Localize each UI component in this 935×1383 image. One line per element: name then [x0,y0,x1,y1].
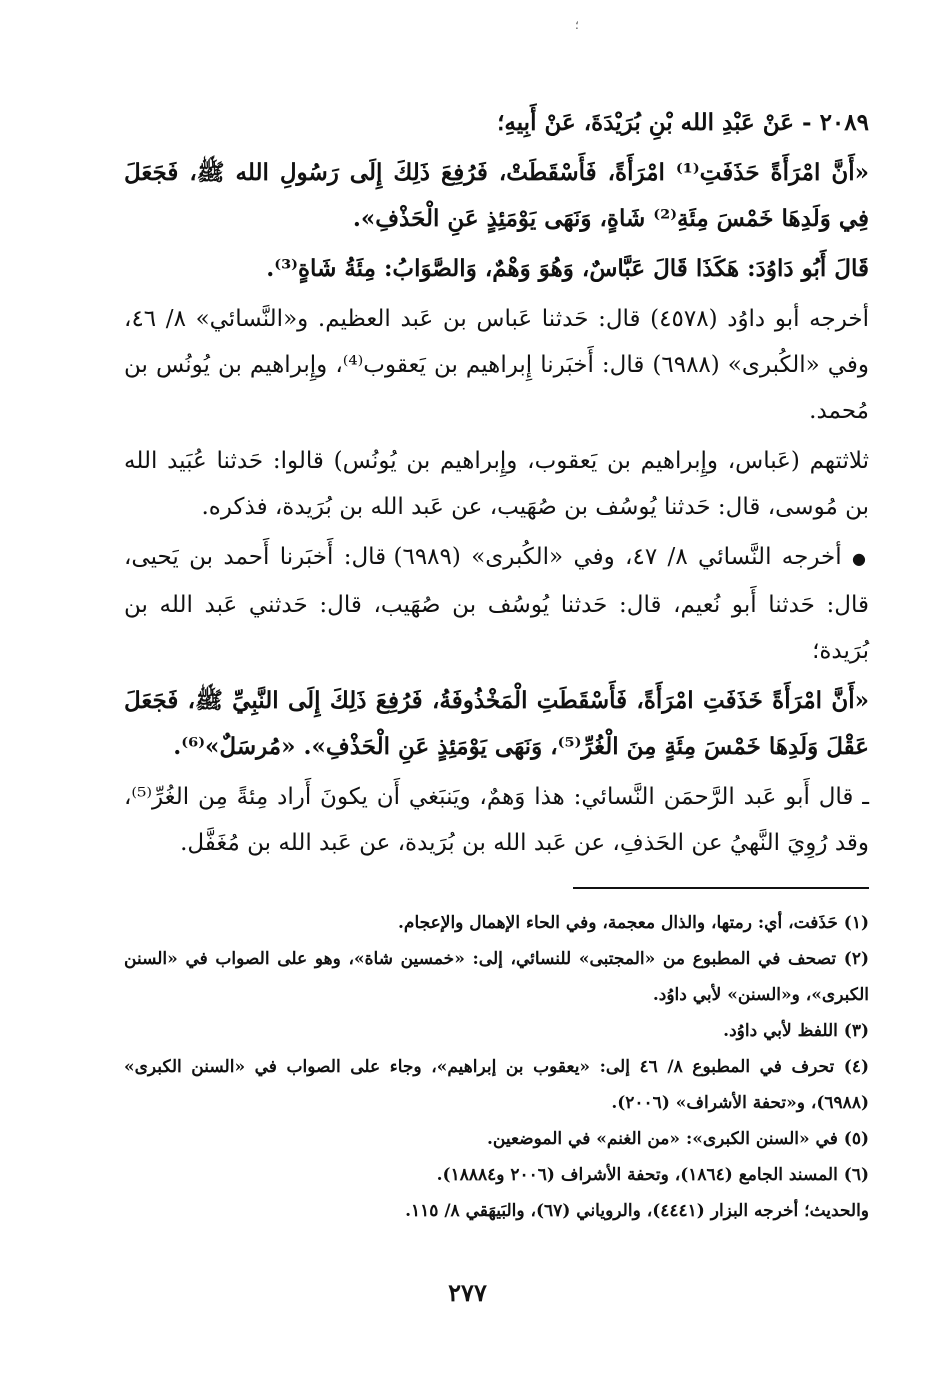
footnotes [124,905,869,1229]
footnote-6: (٦) المسند الجامع (١٨٦٤)، وتحفة الأشراف (٢٠٠٦ و١٨٨٨٤). [436,1165,869,1185]
footnote-1: (١) حَذَفت، أي: رمتها، والذال معجمة، وفي الحاء الإهمال والإعجام. [398,913,869,933]
bullet-icon: ● [852,549,870,568]
footnote-3: (٣) اللفظ لأبي داوُد. [723,1021,869,1041]
takhrij-paragraph: أخرجه أبو داوُد (٤٥٧٨) قال: حَدثنا عَباس بن عَبد العظيم. و«النَّسائي» ٨/ ٤٦، وفي «الكُبرى» (٦٩٨٨) قال: أَخبَرنا إِبراهيم بن يَعقوب⁽⁴⁾، وإِبراهيم بن يُونُس بن مُحمد. [124,306,869,424]
second-intro: أخرجه النَّسائي ٨/ ٤٧، وفي «الكُبرى» (٦٩٨٩) قال: أَخبَرنا أَحمد بن يَحيى، قال: حَدثنا أَبو نُعيم، قال: حَدثنا يُوسُف بن صُهَيب، قال: حَدثني عَبد الله بن بُرَيدة؛ [124,544,869,664]
abu-dawud-comment: قَالَ أَبُو دَاوُدَ: هَكَذَا قَالَ عَبَّاسٌ، وَهُوَ وَهْمٌ، وَالصَّوَابُ: مِئَةُ شَاةٍ⁽³⁾. [266,255,869,282]
top-mark: ؛ [575,18,579,32]
footnote-4: (٤) تحرف في المطبوع ٨/ ٤٦ إلى: «يعقوب بن إبراهيم»، وجاء على الصواب في «السنن الكبرى» (٦٩٨٨)، و«تحفة الأشراف» (٢٠٠٦). [124,1057,869,1113]
hadith-matn: «أَنَّ امْرَأَةً حَذَفَتِ⁽¹⁾ امْرَأَةً، فَأَسْقَطَتْ، فَرُفِعَ ذَلِكَ إِلَى رَسُولِ الله ﷺ، فَجَعَلَ فِي وَلَدِهَا خَمْسَ مِئَةِ⁽²⁾ شَاةٍ، وَنَهَى يَوْمَئِذٍ عَنِ الْحَذْفِ». [124,159,870,232]
footnote-5: (٥) في «السنن الكبرى»: «من الغنم» في الموضعين. [486,1129,869,1149]
footnote-extra: والحديث؛ أخرجه البزار (٤٤٤١)، والروياني (٦٧)، والبَيهَقي ٨/ ١١٥. [405,1201,869,1221]
main-text [124,100,869,870]
nasai-comment: ـ قال أَبو عَبد الرَّحمَن النَّسائي: هذا وَهمٌ، ويَنبَغي أَن يكونَ أَراد مِئةً مِن الغُرِّ⁽⁵⁾، وقد رُوِيَ النَّهيُ عن الحَذفِ، عن عَبد الله بن بُرَيدة، عن عَبد الله بن مُغَفَّل. [124,784,869,856]
second-takhrij [124,534,869,674]
hadith-isnad: عَنْ عَبْدِ الله بْنِ بُرَيْدَةَ، عَنْ أَبِيهِ؛ [497,109,803,136]
narrators-paragraph: ثلاثتهم (عَباس، وإِبراهيم بن يَعقوب، وإِبراهيم بن يُونُس) قالوا: حَدثنا عُبَيد الله بن مُوسى، قال: حَدثنا يُوسُف بن صُهَيب، عن عَبد الله بن بُرَيدة، فذكره. [124,448,869,520]
footnote-2: (٢) تصحف في المطبوع من «المجتبى» للنسائي، إلى: «خمسين شاة»، وهو على الصواب في «السنن الكبرى»، و«السنن» لأبي داوُد. [124,949,869,1005]
second-matn: «أَنَّ امْرَأَةً خَذَفَتِ امْرَأَةً، فَأَسْقَطَتِ الْمَخْذُوفَةُ، فَرُفِعَ ذَلِكَ إِلَى النَّبِيِّ ﷺ، فَجَعَلَ عَقْلَ وَلَدِهَا خَمْسَ مِئَةٍ مِنَ الْغُرِّ⁽⁵⁾، وَنَهَى يَوْمَئِذٍ عَنِ الْحَذْفِ». «مُرسَلٌ»⁽⁶⁾. [124,687,869,760]
hadith-header [124,100,869,146]
page-number: ٢٧٧ [448,1278,487,1307]
hadith-number: ٢٠٨٩ - [802,109,869,136]
footnote-divider [573,887,869,889]
